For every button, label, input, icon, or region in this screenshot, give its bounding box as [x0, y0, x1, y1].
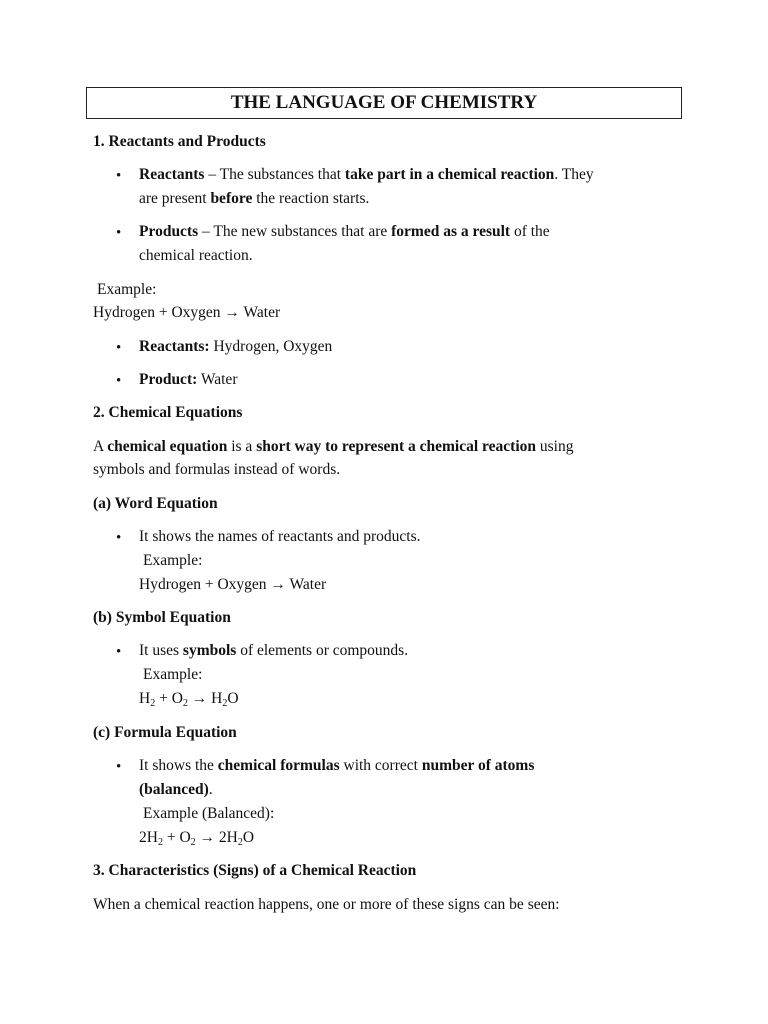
example-reactants: Reactants: Hydrogen, Oxygen — [139, 338, 333, 355]
document-title: THE LANGUAGE OF CHEMISTRY — [86, 87, 682, 119]
products-definition-line-2: chemical reaction. — [139, 247, 253, 264]
symbol-equation-heading: (b) Symbol Equation — [93, 609, 231, 626]
formula-equation-example: $2H_2 + O_2 \to 2H_2O$ — [139, 829, 255, 848]
bullet-dot: • — [116, 644, 122, 660]
section-2-heading: 2. Chemical Equations — [93, 404, 243, 421]
example-product: Product: Water — [139, 371, 238, 388]
word-equation-text: It shows the names of reactants and products. — [139, 528, 421, 545]
reactants-definition-line-1: Reactants – The substances that take part in a chemical reaction. They — [139, 166, 594, 183]
word-equation-example-label: Example: — [143, 552, 203, 569]
section-3-heading: 3. Characteristics (Signs) of a Chemical Reaction — [93, 862, 417, 879]
formula-equation-example-label: Example (Balanced): — [143, 805, 275, 822]
symbol-equation-example-label: Example: — [143, 666, 203, 683]
bullet-dot: • — [116, 530, 122, 546]
section-1-heading: 1. Reactants and Products — [93, 133, 266, 150]
bullet-dot: • — [116, 168, 122, 184]
word-equation-heading: (a) Word Equation — [93, 495, 218, 512]
bullet-dot: • — [116, 759, 122, 775]
products-definition-line-1: Products – The new substances that are formed as a result of the — [139, 223, 550, 240]
chemical-equation-intro-line-2: symbols and formulas instead of words. — [93, 461, 341, 478]
symbol-equation-example: $H_2 + O_2 \to H_2O$ — [139, 690, 239, 709]
chemical-equation-intro-line-1: A chemical equation is a short way to represent a chemical reaction using — [93, 438, 574, 455]
bullet-dot: • — [116, 225, 122, 241]
formula-equation-text-line-1: It shows the chemical formulas with correct number of atoms — [139, 757, 535, 774]
example-word-equation: Hydrogen + Oxygen → Water — [93, 304, 281, 321]
example-label: Example: — [97, 281, 157, 298]
formula-equation-text-line-2: (balanced). — [139, 781, 213, 798]
formula-equation-heading: (c) Formula Equation — [93, 724, 237, 741]
reactants-definition-line-2: are present before the reaction starts. — [139, 190, 370, 207]
symbol-equation-text: It uses symbols of elements or compounds. — [139, 642, 409, 659]
bullet-dot: • — [116, 340, 122, 356]
word-equation-example: Hydrogen + Oxygen → Water — [139, 576, 327, 593]
section-3-intro: When a chemical reaction happens, one or more of these signs can be seen: — [93, 896, 560, 913]
bullet-dot: • — [116, 373, 122, 389]
